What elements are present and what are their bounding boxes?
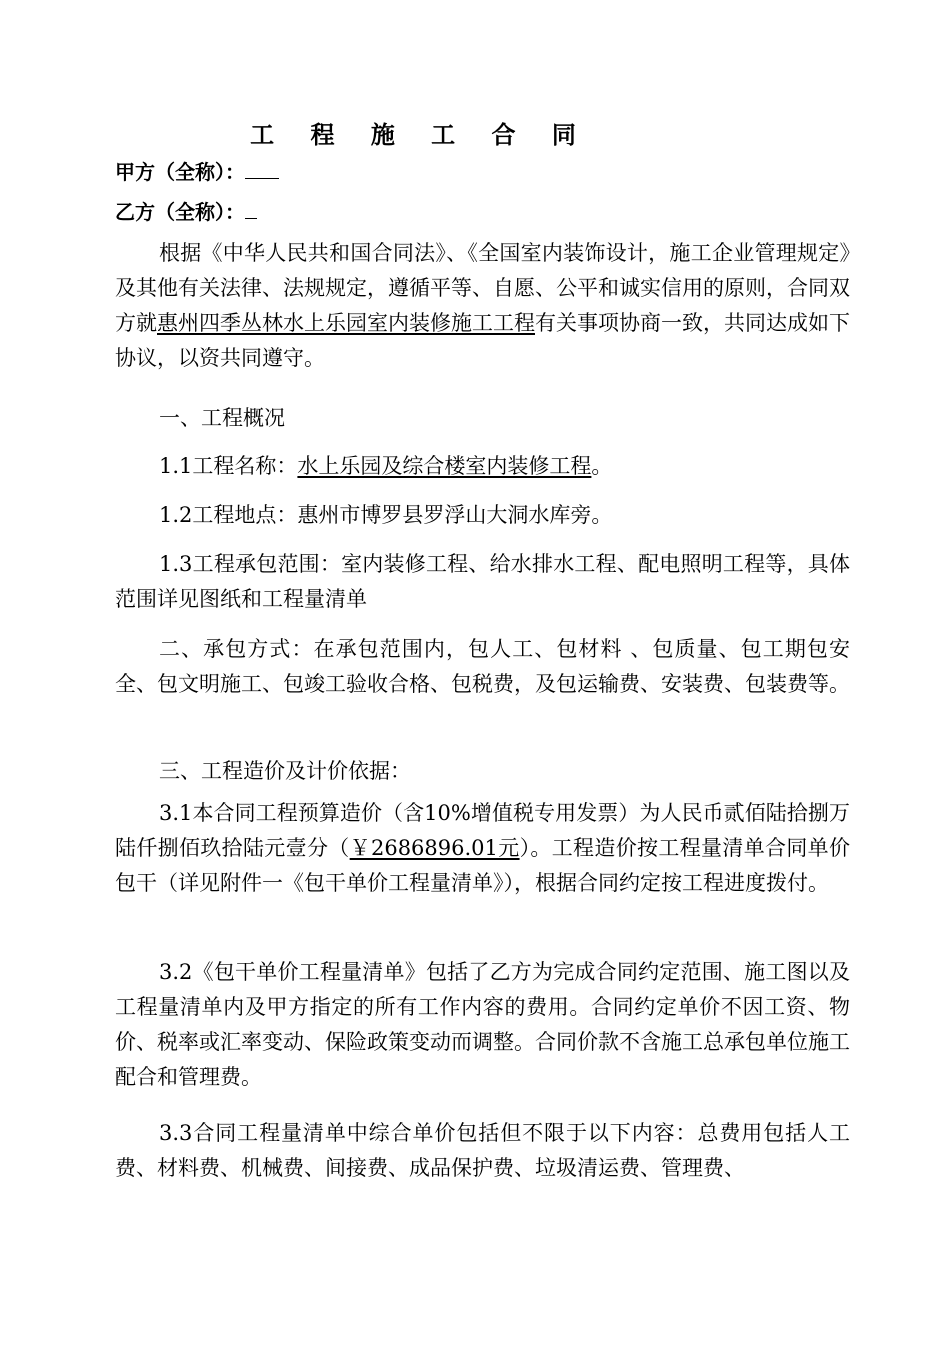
section-1-heading: 一、工程概况 <box>159 406 285 430</box>
intro-paragraph: 根据《中华人民共和国合同法》、《全国室内装饰设计，施工企业管理规定》及其他有关法律、法规规定，遵循平等、自愿、公平和诚实信用的原则，合同双方就惠州四季丛林水上乐园室内装修施工工程有关事项协商一致，共同达成如下协议，以资共同遵守。 <box>115 241 850 370</box>
party-a-line <box>115 157 279 187</box>
item-3-2: 3.2《包干单价工程量清单》包括了乙方为完成合同约定范围、施工图以及工程量清单内及甲方指定的所有工作内容的费用。合同约定单价不因工资、物价、税率或汇率变动、保险政策变动而调整。合同价款不含施工总承包单位施工配合和管理费。 <box>115 960 850 1089</box>
section-2: 二、承包方式：在承包范围内，包人工、包材料 、包质量、包工期包安全、包文明施工、包竣工验收合格、包税费，及包运输费、安装费、包装费等。 <box>115 637 850 696</box>
item-3-1: 3.1本合同工程预算造价（含10%增值税专用发票）为人民币贰佰陆拾捌万陆仟捌佰玖拾陆元壹分（￥2686896.01元）。工程造价按工程量清单合同单价包干（详见附件一《包干单价工程量清单》），根据合同约定按工程进度拨付。 <box>115 801 851 895</box>
contract-amount-underlined: ￥2686896.01元 <box>349 836 520 860</box>
party-b-label: 乙方（全称）： <box>115 200 245 224</box>
project-name-underlined: 惠州四季丛林水上乐园室内装修施工工程 <box>157 311 535 335</box>
item-3-3: 3.3合同工程量清单中综合单价包括但不限于以下内容：总费用包括人工费、材料费、机械费、间接费、成品保护费、垃圾清运费、管理费、 <box>115 1121 850 1180</box>
party-a-blank <box>245 160 279 179</box>
item-1-1: 1.1工程名称：水上乐园及综合楼室内装修工程。 <box>159 454 613 478</box>
item-1-3: 1.3工程承包范围：室内装修工程、给水排水工程、配电照明工程等，具体范围详见图纸和工程量清单 <box>115 552 850 611</box>
section-3-heading: 三、工程造价及计价依据： <box>159 759 411 783</box>
document-title: 工 程 施 工 合 同 <box>250 121 590 149</box>
party-a-label: 甲方（全称）： <box>115 160 245 184</box>
item-1-2: 1.2工程地点：惠州市博罗县罗浮山大洞水库旁。 <box>159 503 613 527</box>
party-b-line <box>115 197 257 227</box>
party-b-blank <box>245 200 257 219</box>
project-title-underlined: 水上乐园及综合楼室内装修工程 <box>297 454 592 478</box>
